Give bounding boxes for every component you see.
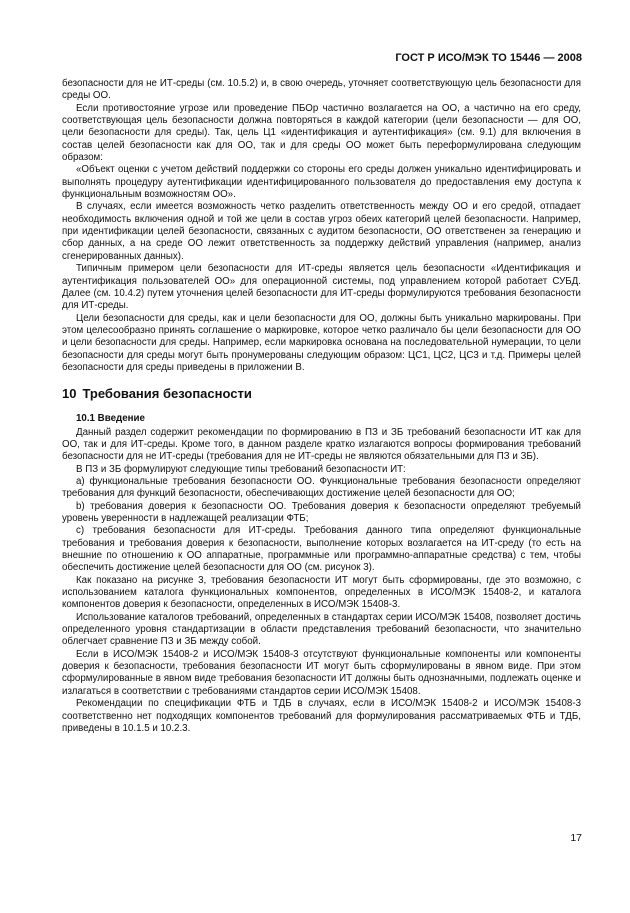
- list-item: с) требования безопасности для ИТ-среды. Требования данного типа определяют функциональные требования и требования доверия к безопасности, выполнение которых возлагается на ИТ-среду (то есть на внешние по отношению к ОО аппаратные, программные или программно-аппаратные средства) с тем, чтобы обеспечить достижение целей безопасности для ОО (см. рисунок 3).: [62, 525, 581, 574]
- paragraph: Если противостояние угрозе или проведение ПБОр частично возлагается на ОО, а частично на его среду, соответствующая цель безопасности должна повторяться в каждой категории (цели безопасности — для ОО, цели безопасности для среды). Так, цель Ц1 «идентификация и аутентификация» (см. 9.1) для включения в состав целей безопасности как для ОО, так и для среды ОО может быть переформулирована следующим образом:: [62, 102, 581, 164]
- section-number: 10: [62, 386, 77, 402]
- page-content: [62, 78, 581, 735]
- paragraph: Если в ИСО/МЭК 15408-2 и ИСО/МЭК 15408-3 отсутствуют функциональные компоненты или компоненты доверия к безопасности, требования безопасности ИТ могут быть сформулированы в явном виде. При этом сформулированные в явном виде требования безопасности ИТ должны быть однозначными, подлежать оценке и излагаться в соответствии с требованиями стандартов серии ИСО/МЭК 15408.: [62, 648, 581, 697]
- paragraph: Цели безопасности для среды, как и цели безопасности для ОО, должны быть уникально маркированы. При этом целесообразно принять соглашение о маркировке, которое четко различало бы цели безопасности для ОО и цели безопасности для среды. Например, если маркировка основана на последовательной нумерации, то цели безопасности для среды могут быть пронумерованы следующим образом: ЦС1, ЦС2, ЦС3 и т.д. Примеры целей безопасности для среды приведены в приложении В.: [62, 312, 581, 373]
- paragraph: Данный раздел содержит рекомендации по формированию в ПЗ и ЗБ требований безопасности ИТ как для ОО, так и для ИТ-среды. Кроме того, в данном разделе кратко излагаются вопросы формирования требований безопасности для не ИТ-среды (требования для не ИТ-среды не являются обязательными для ПЗ и ЗБ).: [62, 426, 581, 463]
- paragraph: В ПЗ и ЗБ формулируют следующие типы требований безопасности ИТ:: [76, 463, 406, 475]
- paragraph: В случаях, если имеется возможность четко разделить ответственность между ОО и его средой, отпадает необходимость включения одной и той же цели в состав угроз обеих категорий целей безопасности. Например, при идентификации целей безопасности, связанных с аудитом безопасности, ОО ответственен за генерацию и сбор данных, а на среде ОО лежит ответственность за поддержку действий управления (например, анализ сгенерированных данных).: [62, 201, 581, 262]
- paragraph: Как показано на рисунке 3, требования безопасности ИТ могут быть сформированы, где это возможно, с использованием каталога функциональных компонентов, определенных в ИСО/МЭК 15408-2, и каталога компонентов доверия к безопасности, определенных в ИСО/МЭК 15408-3.: [62, 574, 581, 611]
- quote-paragraph: «Объект оценки с учетом действий поддержки со стороны его среды должен уникально идентифицировать и выполнять процедуру аутентификации идентифицированного пользователя до предоставления ему доступа к функциональным возможностям ОО».: [62, 164, 581, 201]
- paragraph: Использование каталогов требований, определенных в стандартах серии ИСО/МЭК 15408, позволяет достичь определенного уровня стандартизации в области представления требований безопасности, что значительно облегчает сравнение ПЗ и ЗБ между собой.: [62, 611, 581, 648]
- section-heading: [62, 386, 581, 401]
- subsection-heading: 10.1 Введение: [76, 413, 145, 425]
- paragraph: Рекомендации по спецификации ФТБ и ТДБ в случаях, если в ИСО/МЭК 15408-2 и ИСО/МЭК 15408-3 соответственно нет подходящих компонентов требований для формулирования рассматриваемых ФТБ и ТДБ, приведены в 10.1.5 и 10.2.3.: [62, 698, 581, 734]
- list-item: b) требования доверия к безопасности ОО. Требования доверия к безопасности определяют требуемый уровень уверенности в надлежащей реализации ФТБ;: [62, 500, 581, 524]
- paragraph: Типичным примером цели безопасности для ИТ-среды является цель безопасности «Идентификация и аутентификация пользователей ОО» для операционной системы, под управлением которой работает СУБД. Далее (см. 10.4.2) путем уточнения целей безопасности для ИТ-среды формулируются требования безопасности для ИТ-среды.: [62, 263, 581, 312]
- paragraph: безопасности для не ИТ-среды (см. 10.5.2) и, в свою очередь, уточняет соответствующую цель безопасности для среды ОО.: [62, 78, 581, 102]
- list-item: а) функциональные требования безопасности ОО. Функциональные требования безопасности определяют требования для функций безопасности, обеспечивающих достижение целей безопасности для ОО;: [62, 475, 581, 500]
- section-title: Требования безопасности: [82, 386, 252, 402]
- page-number: 17: [570, 832, 582, 844]
- standard-header: ГОСТ Р ИСО/МЭК ТО 15446 — 2008: [395, 52, 582, 64]
